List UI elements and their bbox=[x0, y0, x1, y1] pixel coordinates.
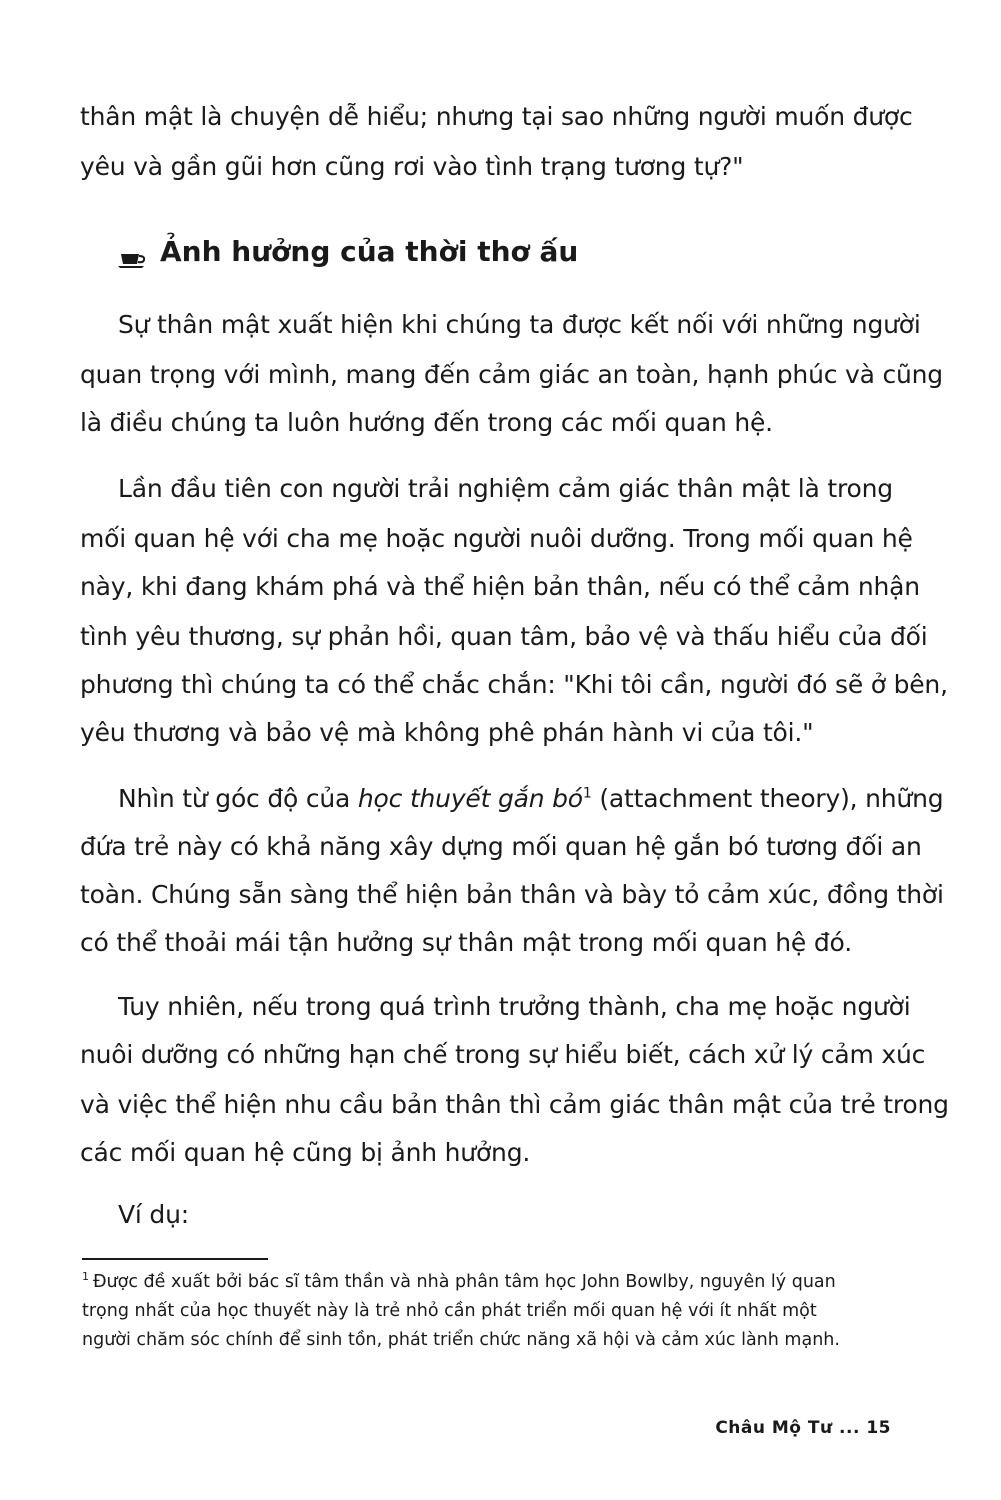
footnote-line: trọng nhất của học thuyết này là trẻ nhỏ cần phát triển mối quan hệ với ít nhất một bbox=[82, 1301, 817, 1321]
running-head: Châu Mộ Tư bbox=[715, 1418, 833, 1438]
text-line: tình yêu thương, sự phản hồi, quan tâm, bảo vệ và thấu hiểu của đối bbox=[80, 622, 928, 651]
text-line: này, khi đang khám phá và thể hiện bản thân, nếu có thể cảm nhận bbox=[80, 572, 920, 601]
footnote-marker: 1 bbox=[82, 1270, 89, 1284]
text-line: đứa trẻ này có khả năng xây dựng mối quan hệ gắn bó tương đối an bbox=[80, 832, 922, 861]
text-line: Tuy nhiên, nếu trong quá trình trưởng thành, cha mẹ hoặc người bbox=[118, 992, 911, 1021]
text-line: có thể thoải mái tận hưởng sự thân mật trong mối quan hệ đó. bbox=[80, 928, 852, 957]
footnote-divider bbox=[82, 1258, 268, 1260]
footer-separator: ... bbox=[839, 1418, 860, 1438]
text-span: Nhìn từ góc độ của bbox=[118, 784, 358, 813]
text-line: toàn. Chúng sẵn sàng thể hiện bản thân và bày tỏ cảm xúc, đồng thời bbox=[80, 880, 944, 909]
text-line: là điều chúng ta luôn hướng đến trong các mối quan hệ. bbox=[80, 408, 773, 437]
section-heading bbox=[118, 232, 578, 272]
text-line: phương thì chúng ta có thể chắc chắn: "Khi tôi cần, người đó sẽ ở bên, bbox=[80, 670, 948, 699]
text-line: nuôi dưỡng có những hạn chế trong sự hiểu biết, cách xử lý cảm xúc bbox=[80, 1040, 926, 1069]
text-line: Sự thân mật xuất hiện khi chúng ta được kết nối với những người bbox=[118, 310, 921, 339]
text-line bbox=[118, 782, 948, 816]
coffee-cup-icon bbox=[118, 241, 150, 263]
footnote-text: Được đề xuất bởi bác sĩ tâm thần và nhà phân tâm học John Bowlby, nguyên lý quan bbox=[93, 1272, 836, 1292]
footnote-line: người chăm sóc chính để sinh tồn, phát triển chức năng xã hội và cảm xúc lành mạnh. bbox=[82, 1330, 840, 1350]
text-line: yêu thương và bảo vệ mà không phê phán hành vi của tôi." bbox=[80, 718, 814, 747]
text-line: thân mật là chuyện dễ hiểu; nhưng tại sao những người muốn được bbox=[80, 102, 913, 131]
page-number: 15 bbox=[866, 1418, 891, 1438]
footnote-reference[interactable]: 1 bbox=[582, 785, 592, 802]
text-line: yêu và gần gũi hơn cũng rơi vào tình trạng tương tự?" bbox=[80, 152, 744, 181]
text-line: Lần đầu tiên con người trải nghiệm cảm giác thân mật là trong bbox=[118, 474, 893, 503]
text-line: và việc thể hiện nhu cầu bản thân thì cảm giác thân mật của trẻ trong bbox=[80, 1090, 949, 1119]
footnote-line bbox=[82, 1268, 912, 1297]
text-line: quan trọng với mình, mang đến cảm giác an toàn, hạnh phúc và cũng bbox=[80, 360, 943, 389]
text-line: Ví dụ: bbox=[118, 1200, 189, 1229]
text-line: các mối quan hệ cũng bị ảnh hưởng. bbox=[80, 1138, 531, 1167]
text-line: mối quan hệ với cha mẹ hoặc người nuôi dưỡng. Trong mối quan hệ bbox=[80, 524, 913, 553]
page-footer bbox=[715, 1418, 891, 1438]
text-span: (attachment theory), những bbox=[591, 784, 944, 813]
section-title: Ảnh hưởng của thời thơ ấu bbox=[160, 235, 579, 268]
italic-term: học thuyết gắn bó bbox=[357, 784, 583, 813]
